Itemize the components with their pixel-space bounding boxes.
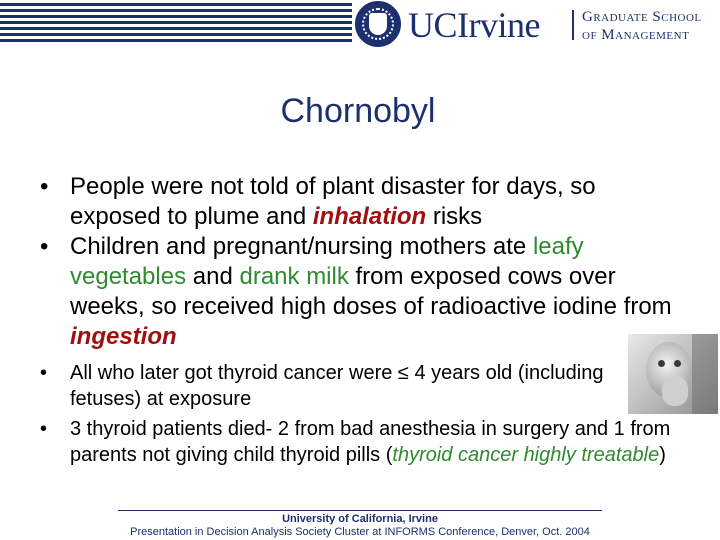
footer-presentation: Presentation in Decision Analysis Society Cluster at INFORMS Conference, Denver, Oct. 2004 xyxy=(130,526,590,538)
bullet-glyph: • xyxy=(40,362,48,384)
emphasis-drank-milk: drank milk xyxy=(239,263,349,290)
bullet-glyph: • xyxy=(40,418,48,440)
child-photo xyxy=(628,334,718,414)
school-name-line2: of Management xyxy=(582,27,690,43)
slide-title: Chornobyl xyxy=(280,92,436,130)
header-stripes xyxy=(0,3,352,45)
footer-university: University of California, Irvine xyxy=(282,513,438,525)
bullet-item-3: • All who later got thyroid cancer were ≤ 4 years old (including fetuses) at exposure xyxy=(40,362,604,410)
emphasis-inhalation: inhalation xyxy=(312,203,427,230)
bullet-item-4: • 3 thyroid patients died- 2 from bad anesthesia in surgery and 1 from parents not giving child thyroid pills (thyroid cancer highly treatable) xyxy=(40,418,671,466)
uc-seal-logo xyxy=(355,1,401,47)
school-name-line1: Graduate School xyxy=(582,9,702,25)
brand-logo-text: UCIrvine xyxy=(408,5,540,45)
footer-divider xyxy=(118,510,602,511)
bullet-item-2: • Children and pregnant/nursing mothers ate leafy vegetables and drank milk from exposed cows over weeks, so received high doses of radioactive iodine from ingestion xyxy=(40,233,672,350)
school-name xyxy=(582,8,702,44)
emphasis-thyroid-treatable: thyroid cancer highly treatable xyxy=(392,444,660,466)
emphasis-leafy-vegetables: leafy vegetables xyxy=(70,233,584,290)
emphasis-ingestion: ingestion xyxy=(70,323,177,350)
bullet-glyph: • xyxy=(40,173,49,200)
bullet-list xyxy=(40,172,690,468)
brand-divider xyxy=(572,10,574,40)
bullet-item-1: • People were not told of plant disaster for days, so exposed to plume and inhalation risks xyxy=(40,173,596,230)
bullet-glyph: • xyxy=(40,233,49,260)
header-banner xyxy=(0,0,720,50)
